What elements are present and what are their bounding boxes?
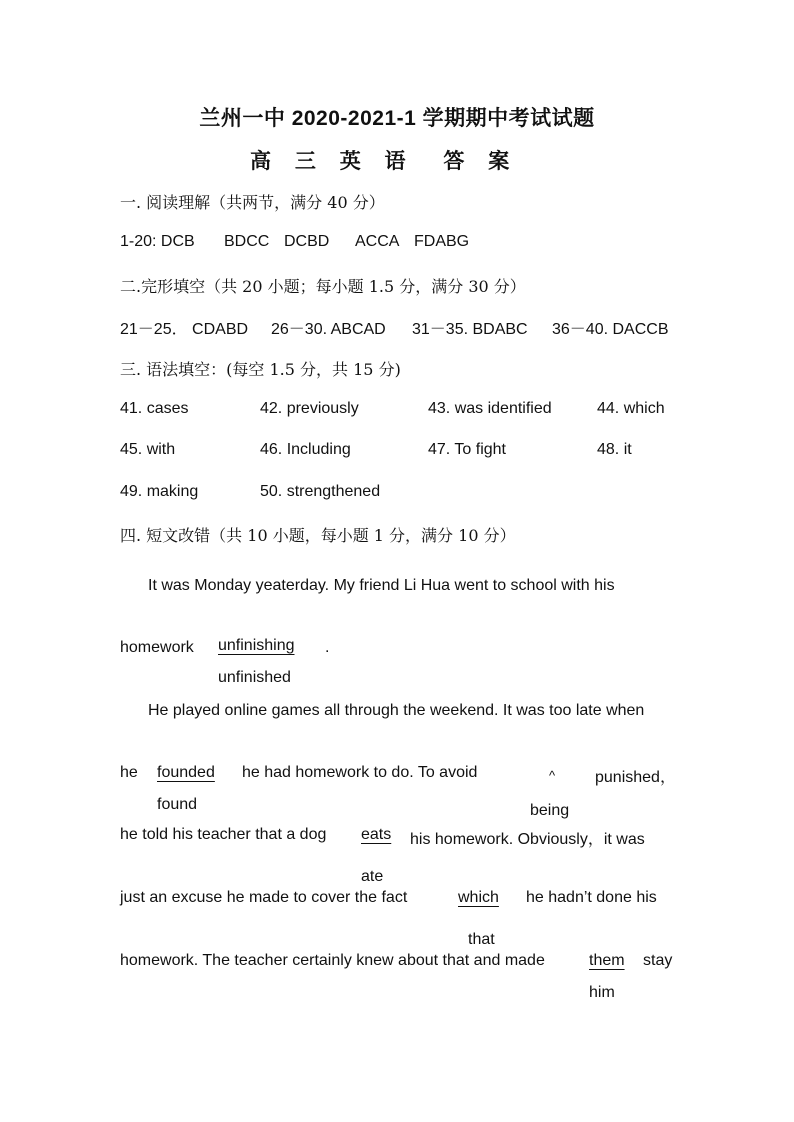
passage-text: homework. The teacher certainly knew about that and made (120, 952, 545, 969)
subtitle-char: 答 (443, 150, 465, 173)
cloze-answer: 26－30. ABCAD (271, 321, 386, 338)
passage-text: he had homework to do. To avoid (242, 764, 478, 781)
section-cloze-heading: 二.完形填空（共 20 小题；每小题 1.5 分，满分 30 分） (120, 277, 526, 296)
grammar-answer: 43. was identified (428, 400, 552, 417)
passage-text: stay (643, 952, 673, 969)
correction-word: being (530, 802, 570, 819)
subtitle-char: 案 (488, 150, 510, 173)
passage-text: just an excuse he made to cover the fact (120, 889, 408, 906)
passage-text: . (325, 639, 330, 656)
cloze-answer: 21－25． CDABD (120, 321, 249, 338)
grammar-answer: 47. To fight (428, 441, 506, 458)
correction-word: unfinished (218, 669, 291, 686)
error-word: eats (361, 826, 392, 843)
subtitle-char: 三 (294, 150, 316, 173)
passage-text: he (120, 764, 138, 781)
passage-text: he hadn’t done his (526, 889, 657, 906)
subtitle-char: 高 (250, 150, 271, 173)
subtitle-char: 英 (339, 150, 361, 173)
reading-answer: ACCA (355, 233, 400, 250)
grammar-answer: 46. Including (260, 441, 351, 458)
insert-caret: ^ (549, 768, 556, 783)
subtitle-char: 语 (384, 150, 406, 173)
passage-text: he told his teacher that a dog (120, 826, 327, 843)
passage-text: his homework. Obviously，it was (410, 831, 645, 848)
section-grammar-heading: 三. 语法填空：(每空 1.5 分，共 15 分) (120, 360, 401, 379)
correction-word: ate (361, 868, 384, 885)
grammar-answer: 41. cases (120, 400, 189, 417)
error-word: founded (157, 764, 215, 781)
error-word: them (589, 952, 625, 969)
correction-word: him (589, 984, 615, 1001)
passage-line: He played online games all through the weekend. It was too late when (148, 702, 645, 719)
grammar-answer: 42. previously (260, 400, 359, 417)
passage-text: homework (120, 639, 194, 656)
passage-text: punished， (595, 769, 676, 786)
grammar-answer: 45. with (120, 441, 176, 458)
grammar-answer: 44. which (597, 400, 665, 417)
section-correction-heading: 四. 短文改错（共 10 小题，每小题 1 分，满分 10 分） (120, 526, 516, 545)
grammar-answer: 50. strengthened (260, 483, 381, 500)
reading-answer: FDABG (414, 233, 470, 250)
reading-answer: DCBD (284, 233, 330, 250)
grammar-answer: 48. it (597, 441, 632, 458)
cloze-answer: 31－35. BDABC (412, 321, 528, 338)
section-reading-heading: 一. 阅读理解（共两节，满分 40 分） (120, 193, 385, 212)
reading-answer: 1-20: DCB (120, 233, 195, 250)
grammar-answer: 49. making (120, 483, 199, 500)
correction-word: that (468, 931, 495, 948)
reading-answer: BDCC (224, 233, 270, 250)
page-subtitle (250, 145, 527, 175)
page-title: 兰州一中 2020-2021-1 学期期中考试试题 (199, 107, 595, 130)
cloze-answer: 36－40. DACCB (552, 321, 669, 338)
error-word: unfinishing (218, 637, 295, 654)
correction-word: found (157, 796, 198, 813)
passage-line: It was Monday yeaterday. My friend Li Hua went to school with his (148, 577, 615, 594)
error-word: which (458, 889, 499, 906)
